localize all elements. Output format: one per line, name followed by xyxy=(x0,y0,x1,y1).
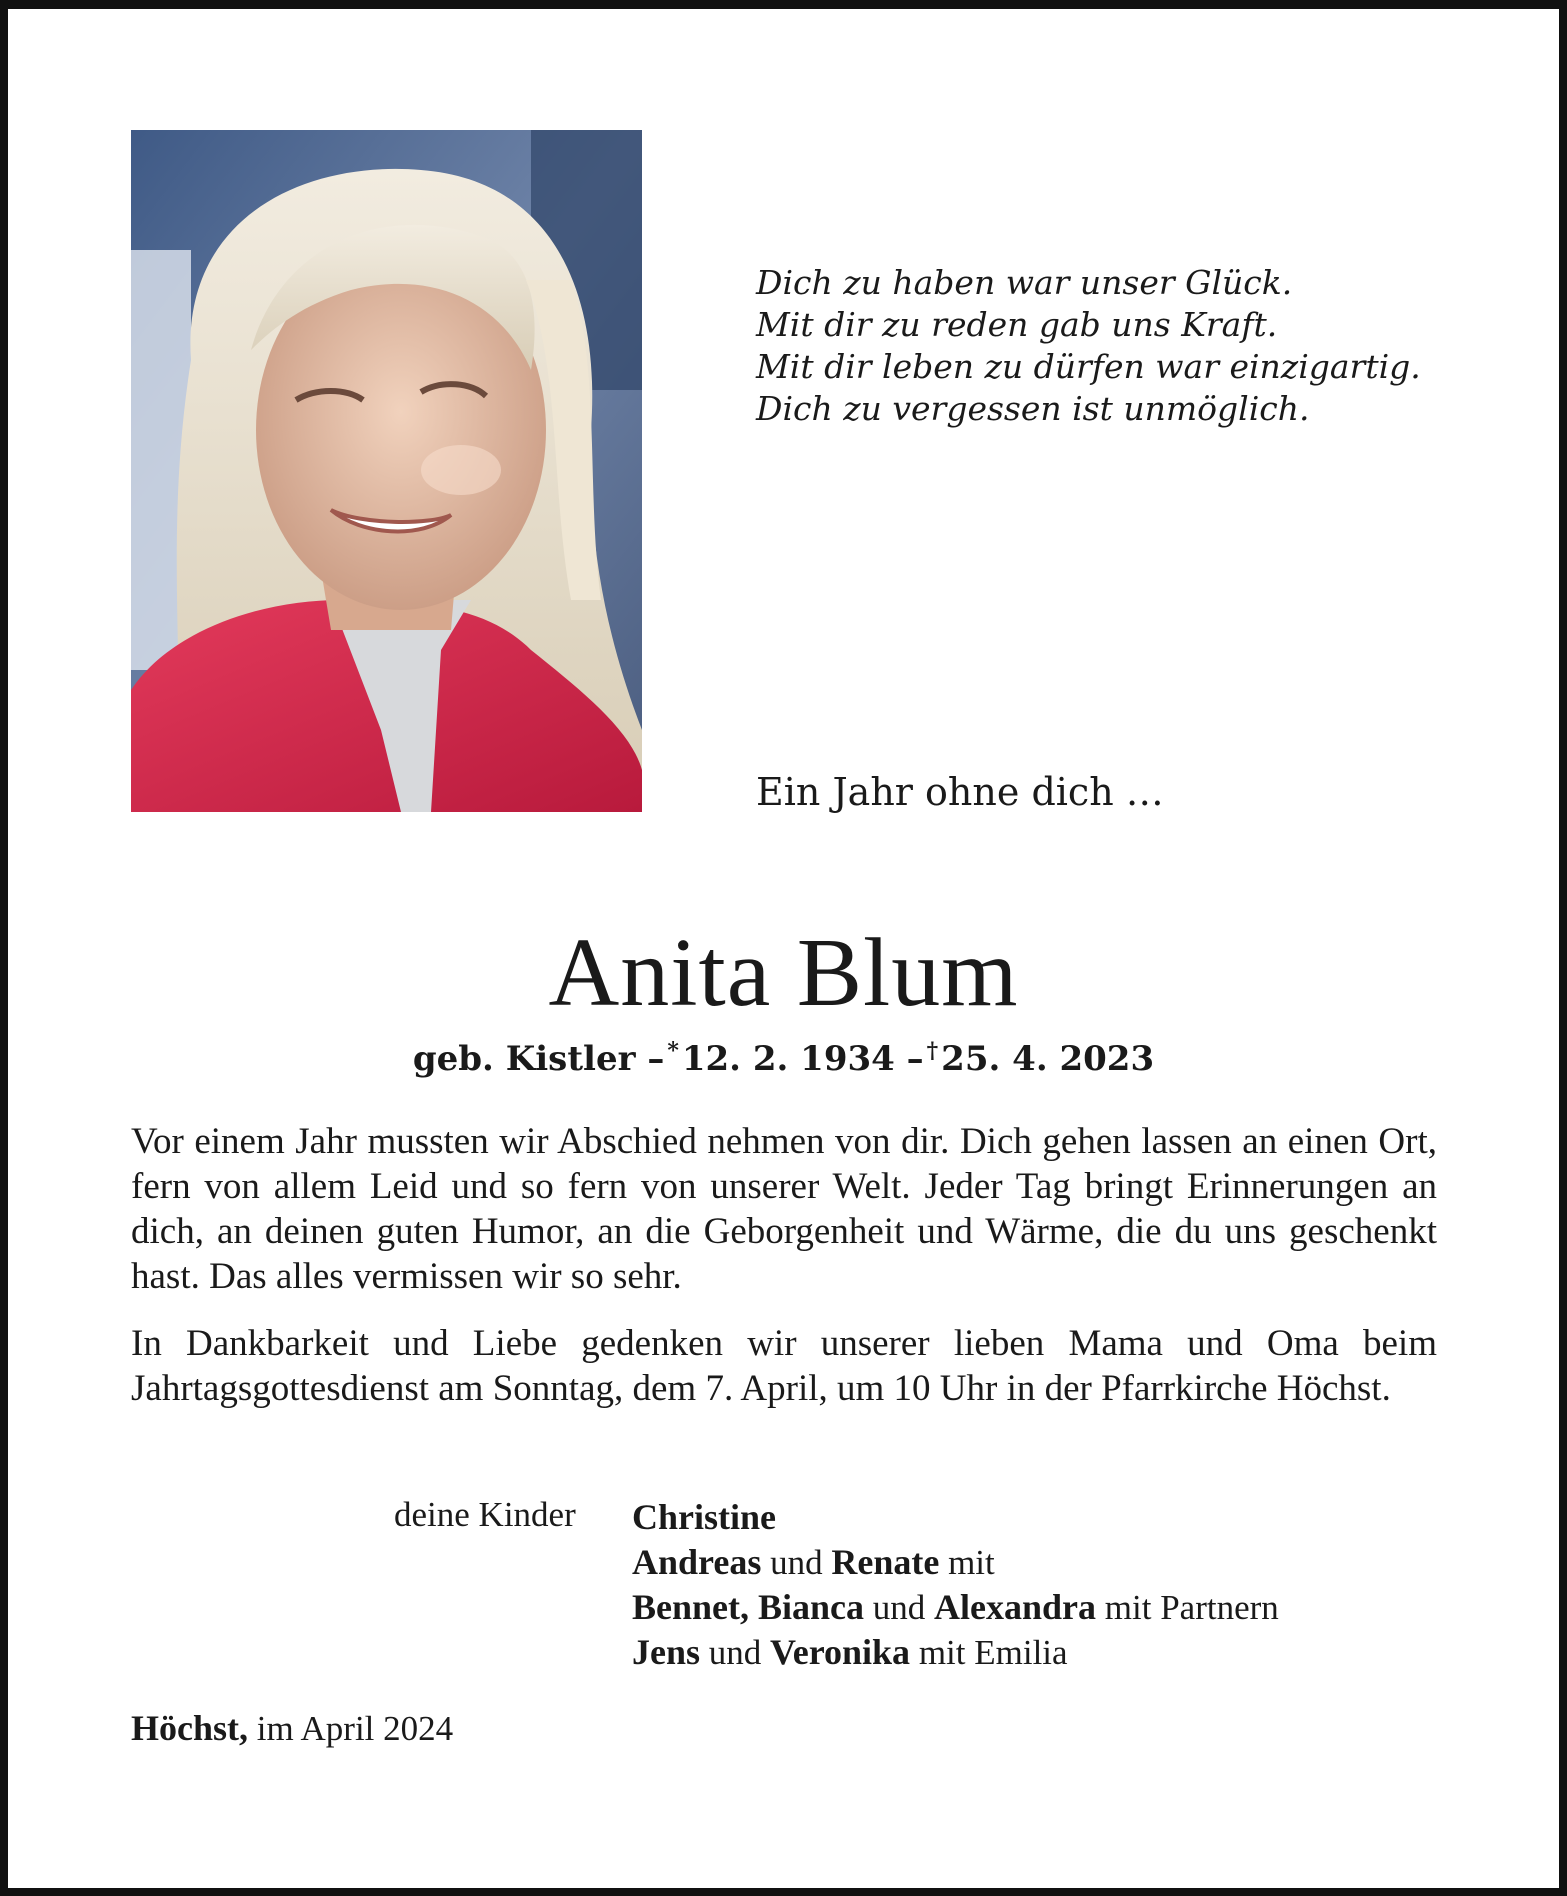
portrait-photo-icon xyxy=(131,130,642,812)
place-date xyxy=(131,1707,453,1749)
suffix: mit Partnern xyxy=(1096,1588,1279,1627)
paragraph-text: Vor einem Jahr mussten wir Abschied nehmen von dir. Dich gehen lassen an einen Ort, fern von allem Leid und so fern von unserer Welt. Jeder Tag bringt Erinnerungen an dich, an deinen guten Humor, an die Geborgenheit und Wärme, die du uns geschenkt hast. Das alles vermissen wir so sehr. xyxy=(131,1121,1437,1297)
dash: – xyxy=(647,1039,665,1079)
suffix: mit Emilia xyxy=(910,1633,1068,1672)
poem-line: Dich zu haben war unser Glück. xyxy=(756,263,1293,302)
paragraph-text: In Dankbarkeit und Liebe gedenken wir unserer lieben Mama und Oma beim Jahrtagsgottesdienst am Sonntag, dem 7. April, um 10 Uhr in der Pfarrkirche Höchst. xyxy=(131,1323,1437,1409)
conjunction: und xyxy=(761,1543,832,1582)
conjunction: und xyxy=(700,1633,771,1672)
death-symbol: † xyxy=(926,1038,939,1064)
paragraph-farewell xyxy=(131,1120,1437,1300)
conjunction: und xyxy=(864,1588,935,1627)
paragraph-service xyxy=(131,1322,1437,1412)
signer-name: Christine xyxy=(632,1497,776,1537)
signer-name: Bennet, Bianca xyxy=(632,1587,865,1627)
birth-name: geb. Kistler xyxy=(412,1039,636,1079)
portrait-photo xyxy=(131,130,642,812)
signer-name: Veronika xyxy=(770,1632,911,1672)
signer-name: Alexandra xyxy=(934,1587,1097,1627)
poem-line: Mit dir zu reden gab uns Kraft. xyxy=(756,305,1278,344)
signer-name: Jens xyxy=(632,1632,701,1672)
death-date: 25. 4. 2023 xyxy=(941,1039,1155,1079)
life-dates xyxy=(0,1038,1567,1079)
subtitle: Ein Jahr ohne dich … xyxy=(756,770,1164,814)
poem-line: Dich zu vergessen ist unmöglich. xyxy=(756,389,1310,428)
suffix: mit xyxy=(939,1543,995,1582)
signer-name: Renate xyxy=(831,1542,940,1582)
birth-symbol: * xyxy=(667,1038,679,1064)
birth-date: 12. 2. 1934 xyxy=(681,1039,895,1079)
poem xyxy=(756,262,1516,430)
signature-label: deine Kinder xyxy=(394,1495,576,1534)
dash: – xyxy=(906,1039,924,1079)
signer-name: Andreas xyxy=(632,1542,762,1582)
signature-line xyxy=(632,1630,1279,1675)
deceased-name: Anita Blum xyxy=(548,919,1019,1027)
signature-line xyxy=(632,1495,1279,1540)
place: Höchst, xyxy=(131,1708,248,1748)
signature-line xyxy=(632,1540,1279,1585)
date: im April 2024 xyxy=(248,1709,454,1748)
poem-line: Mit dir leben zu dürfen war einzigartig. xyxy=(756,347,1421,386)
signature-line xyxy=(632,1585,1279,1630)
signatures xyxy=(632,1495,1279,1675)
